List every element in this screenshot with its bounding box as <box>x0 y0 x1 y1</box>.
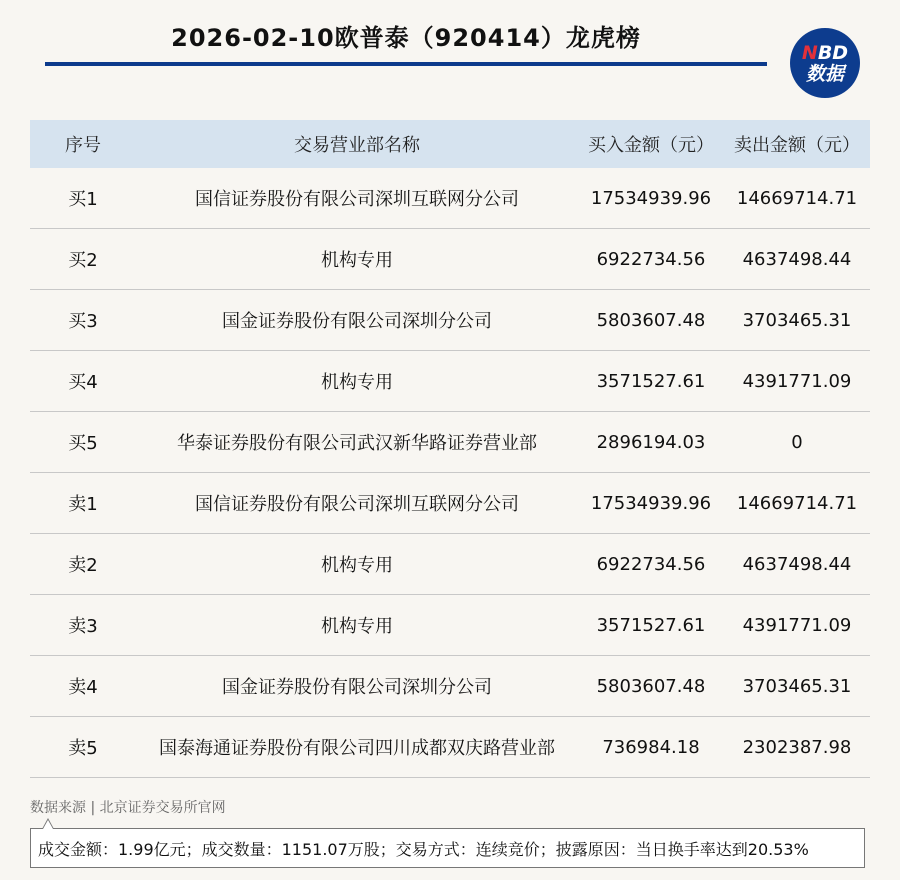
row-index: 卖2 <box>68 555 98 576</box>
row-sell-amount: 4637498.44 <box>742 553 852 575</box>
table-row <box>30 473 870 534</box>
row-branch-name: 国金证券股份有限公司深圳分公司 <box>222 311 492 332</box>
trade-summary-box: 成交金额：1.99亿元；成交数量：1151.07万股；交易方式：连续竞价；披露原因：当日换手率达到20.53% <box>30 828 865 868</box>
title-underline <box>45 62 767 66</box>
row-branch-name: 华泰证券股份有限公司武汉新华路证券营业部 <box>177 433 537 454</box>
table-row <box>30 351 870 412</box>
row-sell-amount: 14669714.71 <box>736 187 858 209</box>
page-title: 2026-02-10欧普泰（920414）龙虎榜 <box>171 24 641 52</box>
row-buy-amount: 17534939.96 <box>590 187 712 209</box>
logo-n-letter: N <box>801 42 818 64</box>
logo-bd-letters: BD <box>817 42 849 64</box>
nbd-data-logo <box>790 28 860 98</box>
table-row <box>30 168 870 229</box>
header-buy-amount: 买入金额（元） <box>588 135 714 156</box>
row-sell-amount: 4391771.09 <box>742 370 852 392</box>
dragon-tiger-table <box>30 120 870 778</box>
row-branch-name: 机构专用 <box>321 555 393 576</box>
table-row <box>30 229 870 290</box>
row-buy-amount: 3571527.61 <box>596 370 706 392</box>
row-sell-amount: 0 <box>791 431 803 453</box>
logo-top-line <box>802 44 848 63</box>
table-row <box>30 717 870 778</box>
row-index: 买3 <box>68 311 98 332</box>
row-buy-amount: 736984.18 <box>602 736 700 758</box>
row-index: 买5 <box>68 433 98 454</box>
row-sell-amount: 3703465.31 <box>742 675 852 697</box>
row-buy-amount: 17534939.96 <box>590 492 712 514</box>
callout-pointer-fill <box>43 820 53 829</box>
row-branch-name: 国泰海通证券股份有限公司四川成都双庆路营业部 <box>159 738 555 759</box>
row-sell-amount: 4637498.44 <box>742 248 852 270</box>
row-sell-amount: 4391771.09 <box>742 614 852 636</box>
row-buy-amount: 6922734.56 <box>596 553 706 575</box>
row-buy-amount: 2896194.03 <box>596 431 706 453</box>
row-branch-name: 机构专用 <box>321 616 393 637</box>
header-index: 序号 <box>65 135 101 156</box>
row-sell-amount: 2302387.98 <box>742 736 852 758</box>
table-row <box>30 595 870 656</box>
row-index: 买2 <box>68 250 98 271</box>
row-index: 买4 <box>68 372 98 393</box>
table-row <box>30 534 870 595</box>
row-sell-amount: 14669714.71 <box>736 492 858 514</box>
row-index: 卖5 <box>68 738 98 759</box>
row-index: 买1 <box>68 189 98 210</box>
row-sell-amount: 3703465.31 <box>742 309 852 331</box>
row-branch-name: 国信证券股份有限公司深圳互联网分公司 <box>195 494 519 515</box>
table-header-row <box>30 120 870 168</box>
row-buy-amount: 6922734.56 <box>596 248 706 270</box>
table-row <box>30 656 870 717</box>
row-branch-name: 国信证券股份有限公司深圳互联网分公司 <box>195 189 519 210</box>
row-index: 卖4 <box>68 677 98 698</box>
logo-bottom-line: 数据 <box>805 63 844 85</box>
header-branch-name: 交易营业部名称 <box>294 135 420 156</box>
row-branch-name: 国金证券股份有限公司深圳分公司 <box>222 677 492 698</box>
row-branch-name: 机构专用 <box>321 372 393 393</box>
header-sell-amount: 卖出金额（元） <box>734 135 860 156</box>
row-buy-amount: 5803607.48 <box>596 309 706 331</box>
row-buy-amount: 3571527.61 <box>596 614 706 636</box>
row-index: 卖1 <box>68 494 98 515</box>
row-buy-amount: 5803607.48 <box>596 675 706 697</box>
row-branch-name: 机构专用 <box>321 250 393 271</box>
table-row <box>30 290 870 351</box>
row-index: 卖3 <box>68 616 98 637</box>
data-source-note: 数据来源 | 北京证券交易所官网 <box>30 800 226 816</box>
table-row <box>30 412 870 473</box>
